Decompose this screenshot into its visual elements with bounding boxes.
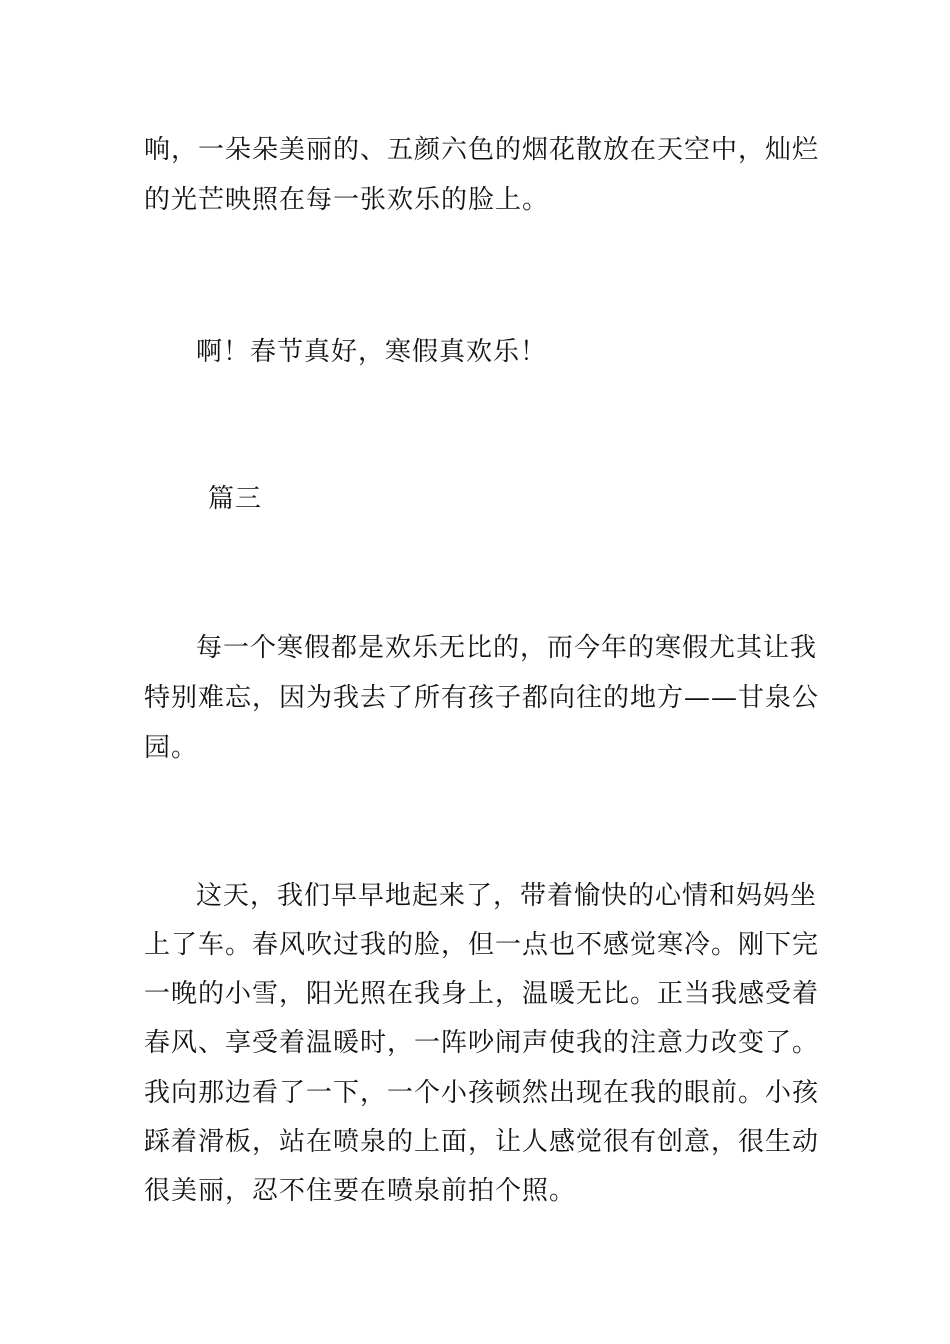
paragraph-4-line-7: 很美丽，忍不住要在喷泉前拍个照。 [144, 1176, 577, 1206]
paragraph-3-line-3: 园。 [144, 733, 199, 763]
paragraph-4-line-2: 上了车。春风吹过我的脸，但一点也不感觉寒冷。刚下完 [144, 930, 820, 960]
paragraph-1-line-1: 响，一朵朵美丽的、五颜六色的烟花散放在天空中，灿烂 [144, 135, 820, 165]
paragraph-4-line-1: 这天，我们早早地起来了，带着愉快的心情和妈妈坐 [196, 881, 818, 911]
section-heading: 篇三 [208, 484, 263, 514]
paragraph-4-line-6: 踩着滑板，站在喷泉的上面，让人感觉很有创意，很生动 [144, 1127, 820, 1157]
paragraph-1-line-2: 的光芒映照在每一张欢乐的脸上。 [144, 185, 550, 215]
paragraph-4-line-3: 一晚的小雪，阳光照在我身上，温暖无比。正当我感受着 [144, 979, 820, 1009]
paragraph-4-line-5: 我向那边看了一下，一个小孩顿然出现在我的眼前。小孩 [144, 1078, 820, 1108]
paragraph-3-line-2: 特别难忘，因为我去了所有孩子都向往的地方——甘泉公 [144, 683, 820, 713]
paragraph-3-line-1: 每一个寒假都是欢乐无比的，而今年的寒假尤其让我 [196, 633, 818, 663]
paragraph-2-line-1: 啊！春节真好，寒假真欢乐！ [196, 337, 548, 367]
paragraph-4-line-4: 春风、享受着温暖时，一阵吵闹声使我的注意力改变了。 [144, 1028, 820, 1058]
